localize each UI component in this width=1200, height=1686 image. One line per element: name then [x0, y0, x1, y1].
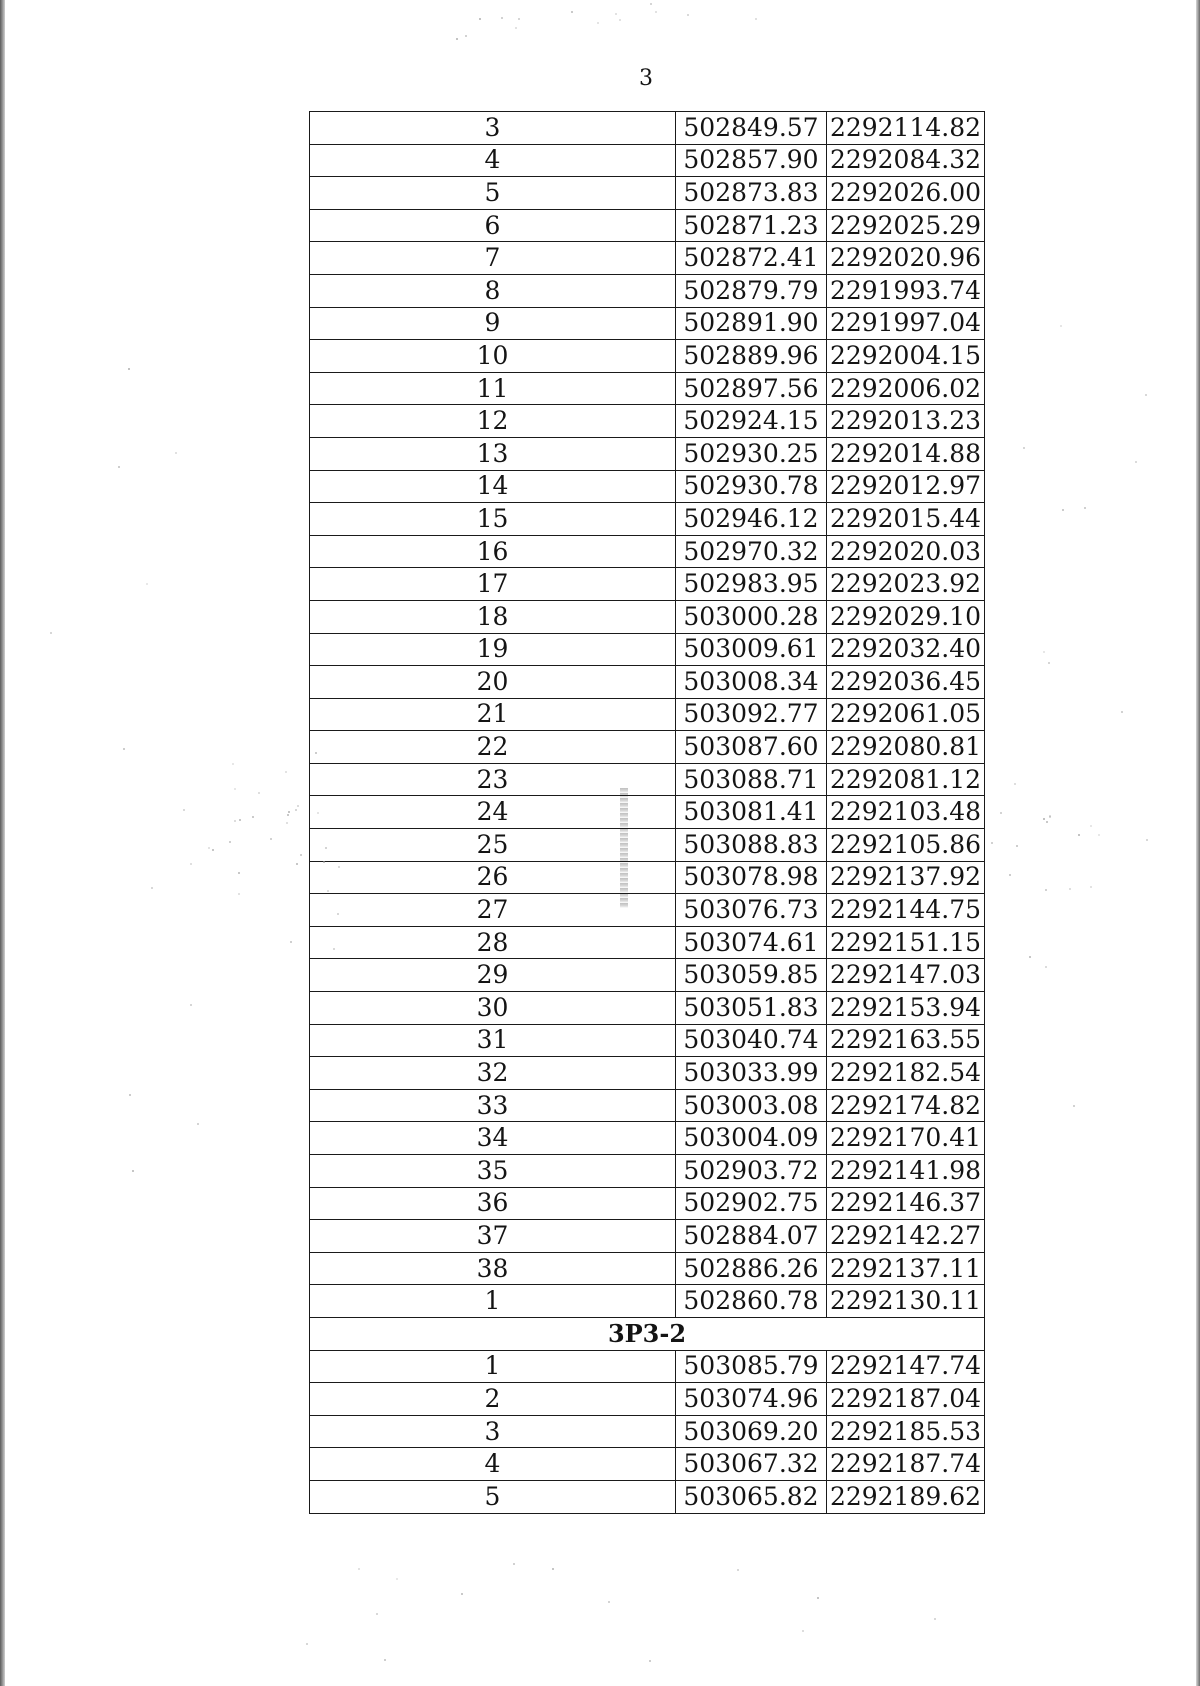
x-coordinate-cell: 502902.75	[676, 1187, 827, 1220]
table-row	[310, 405, 985, 438]
scan-speck	[1090, 886, 1092, 888]
table-row	[310, 861, 985, 894]
scan-speck	[597, 22, 599, 24]
point-number-cell: 35	[310, 1155, 676, 1188]
x-coordinate-cell: 502849.57	[676, 112, 827, 145]
table-row	[310, 666, 985, 699]
point-number-cell: 15	[310, 503, 676, 536]
table-row	[310, 144, 985, 177]
x-coordinate-cell: 502903.72	[676, 1155, 827, 1188]
table-row	[310, 209, 985, 242]
scan-speck	[358, 1568, 360, 1570]
point-number-cell: 38	[310, 1252, 676, 1285]
scan-speck	[325, 847, 327, 849]
scan-speck	[456, 38, 458, 40]
scan-speck	[296, 863, 298, 865]
x-coordinate-cell: 502886.26	[676, 1252, 827, 1285]
scan-speck	[1121, 711, 1123, 713]
scan-speck	[552, 1568, 554, 1570]
table-row	[310, 600, 985, 633]
scan-speck	[755, 18, 757, 20]
x-coordinate-cell: 503069.20	[676, 1415, 827, 1448]
scan-speck	[285, 771, 287, 773]
table-row	[310, 1122, 985, 1155]
y-coordinate-cell: 2292020.96	[827, 242, 985, 275]
point-number-cell: 37	[310, 1220, 676, 1253]
y-coordinate-cell: 2292026.00	[827, 177, 985, 210]
x-coordinate-cell: 502924.15	[676, 405, 827, 438]
scan-speck	[252, 816, 254, 818]
scan-speck	[479, 18, 481, 20]
x-coordinate-cell: 502860.78	[676, 1285, 827, 1318]
scan-speck	[238, 893, 240, 895]
y-coordinate-cell: 2292025.29	[827, 209, 985, 242]
y-coordinate-cell: 2292012.97	[827, 470, 985, 503]
point-number-cell: 20	[310, 666, 676, 699]
scan-speck	[687, 14, 689, 16]
scan-speck	[234, 820, 236, 822]
x-coordinate-cell: 503008.34	[676, 666, 827, 699]
coordinates-table-container	[309, 111, 985, 1514]
scan-speck	[212, 849, 214, 851]
y-coordinate-cell: 2292105.86	[827, 829, 985, 862]
scan-speck	[1046, 821, 1048, 823]
scan-speck	[118, 466, 120, 468]
table-row	[310, 796, 985, 829]
point-number-cell: 4	[310, 1448, 676, 1481]
scan-speck	[297, 805, 299, 807]
y-coordinate-cell: 2292020.03	[827, 535, 985, 568]
y-coordinate-cell: 2292137.11	[827, 1252, 985, 1285]
point-number-cell: 21	[310, 698, 676, 731]
x-coordinate-cell: 502930.25	[676, 437, 827, 470]
table-row	[310, 1448, 985, 1481]
y-coordinate-cell: 2291997.04	[827, 307, 985, 340]
scan-speck	[991, 842, 993, 844]
point-number-cell: 16	[310, 535, 676, 568]
x-coordinate-cell: 503081.41	[676, 796, 827, 829]
scan-speck	[315, 752, 317, 754]
table-row	[310, 959, 985, 992]
y-coordinate-cell: 2292146.37	[827, 1187, 985, 1220]
point-number-cell: 10	[310, 340, 676, 373]
scan-speck	[286, 822, 288, 824]
table-row	[310, 112, 985, 145]
scan-speck	[1146, 839, 1148, 841]
y-coordinate-cell: 2292023.92	[827, 568, 985, 601]
x-coordinate-cell: 502889.96	[676, 340, 827, 373]
scan-speck	[376, 1613, 378, 1615]
table-row	[310, 992, 985, 1025]
table-row	[310, 1480, 985, 1513]
y-coordinate-cell: 2292182.54	[827, 1057, 985, 1090]
y-coordinate-cell: 2292147.03	[827, 959, 985, 992]
x-coordinate-cell: 503085.79	[676, 1350, 827, 1383]
scan-speck	[737, 1569, 739, 1571]
point-number-cell: 28	[310, 926, 676, 959]
page-number: 3	[639, 66, 653, 91]
table-row	[310, 177, 985, 210]
scan-speck	[287, 814, 289, 816]
point-number-cell: 29	[310, 959, 676, 992]
scan-speck	[513, 1563, 515, 1565]
x-coordinate-cell: 503051.83	[676, 992, 827, 1025]
scan-speck	[615, 13, 617, 15]
point-number-cell: 17	[310, 568, 676, 601]
scan-speck	[1060, 325, 1062, 327]
scan-speck	[1009, 874, 1011, 876]
point-number-cell: 18	[310, 600, 676, 633]
y-coordinate-cell: 2292163.55	[827, 1024, 985, 1057]
x-coordinate-cell: 502872.41	[676, 242, 827, 275]
y-coordinate-cell: 2292137.92	[827, 861, 985, 894]
scan-speck	[571, 11, 573, 13]
point-number-cell: 14	[310, 470, 676, 503]
x-coordinate-cell: 503088.71	[676, 763, 827, 796]
table-row	[310, 1155, 985, 1188]
scan-speck	[619, 19, 621, 21]
point-number-cell: 6	[310, 209, 676, 242]
x-coordinate-cell: 502983.95	[676, 568, 827, 601]
scan-speck	[132, 1170, 134, 1172]
point-number-cell: 32	[310, 1057, 676, 1090]
y-coordinate-cell: 2292185.53	[827, 1415, 985, 1448]
x-coordinate-cell: 502946.12	[676, 503, 827, 536]
x-coordinate-cell: 502884.07	[676, 1220, 827, 1253]
y-coordinate-cell: 2292080.81	[827, 731, 985, 764]
x-coordinate-cell: 502857.90	[676, 144, 827, 177]
y-coordinate-cell: 2292014.88	[827, 437, 985, 470]
x-coordinate-cell: 502970.32	[676, 535, 827, 568]
scan-speck	[1023, 447, 1025, 449]
y-coordinate-cell: 2292151.15	[827, 926, 985, 959]
table-row	[310, 698, 985, 731]
scan-speck	[396, 1578, 398, 1580]
y-coordinate-cell: 2292006.02	[827, 372, 985, 405]
table-row	[310, 829, 985, 862]
coordinates-table	[309, 111, 985, 1514]
table-row	[310, 633, 985, 666]
scan-speck	[175, 452, 177, 454]
table-row	[310, 894, 985, 927]
scan-speck	[288, 811, 290, 813]
x-coordinate-cell: 502930.78	[676, 470, 827, 503]
x-coordinate-cell: 503074.61	[676, 926, 827, 959]
x-coordinate-cell: 503078.98	[676, 861, 827, 894]
table-row	[310, 535, 985, 568]
scan-speck	[232, 763, 234, 765]
scan-speck	[1049, 816, 1051, 818]
table-row	[310, 242, 985, 275]
table-row	[310, 274, 985, 307]
point-number-cell: 22	[310, 731, 676, 764]
table-row	[310, 1024, 985, 1057]
x-coordinate-cell: 502897.56	[676, 372, 827, 405]
point-number-cell: 5	[310, 177, 676, 210]
scan-speck	[501, 17, 503, 19]
x-coordinate-cell: 502873.83	[676, 177, 827, 210]
scan-speck	[1135, 461, 1137, 463]
point-number-cell: 26	[310, 861, 676, 894]
x-coordinate-cell: 503059.85	[676, 959, 827, 992]
y-coordinate-cell: 2292142.27	[827, 1220, 985, 1253]
table-row	[310, 926, 985, 959]
y-coordinate-cell: 2292081.12	[827, 763, 985, 796]
point-number-cell: 4	[310, 144, 676, 177]
x-coordinate-cell: 503009.61	[676, 633, 827, 666]
scan-edge-right	[1196, 0, 1200, 1686]
x-coordinate-cell: 503074.96	[676, 1383, 827, 1416]
table-row	[310, 372, 985, 405]
x-coordinate-cell: 503087.60	[676, 731, 827, 764]
scan-speck	[384, 1659, 386, 1661]
x-coordinate-cell: 503088.83	[676, 829, 827, 862]
scan-edge-left	[0, 0, 5, 1686]
x-coordinate-cell: 503004.09	[676, 1122, 827, 1155]
scan-speck	[934, 1618, 936, 1620]
x-coordinate-cell: 503033.99	[676, 1057, 827, 1090]
table-row	[310, 1089, 985, 1122]
point-number-cell: 1	[310, 1285, 676, 1318]
point-number-cell: 7	[310, 242, 676, 275]
scan-speck	[1016, 845, 1018, 847]
y-coordinate-cell: 2292153.94	[827, 992, 985, 1025]
table-row	[310, 1415, 985, 1448]
scan-speck	[1090, 825, 1092, 827]
scan-speck	[465, 35, 467, 37]
scan-speck	[151, 887, 153, 889]
point-number-cell: 9	[310, 307, 676, 340]
x-coordinate-cell: 502871.23	[676, 209, 827, 242]
scan-speck	[306, 1643, 308, 1645]
y-coordinate-cell: 2292141.98	[827, 1155, 985, 1188]
scan-speck	[128, 368, 130, 370]
table-row	[310, 1350, 985, 1383]
y-coordinate-cell: 2292061.05	[827, 698, 985, 731]
scan-speck	[817, 1597, 819, 1599]
scan-speck	[1062, 509, 1064, 511]
point-number-cell: 36	[310, 1187, 676, 1220]
scan-speck	[461, 1593, 463, 1595]
y-coordinate-cell: 2292015.44	[827, 503, 985, 536]
y-coordinate-cell: 2292103.48	[827, 796, 985, 829]
scan-speck	[1084, 507, 1086, 509]
table-row	[310, 763, 985, 796]
point-number-cell: 33	[310, 1089, 676, 1122]
x-coordinate-cell: 503092.77	[676, 698, 827, 731]
point-number-cell: 5	[310, 1480, 676, 1513]
scan-speck	[1045, 889, 1047, 891]
table-row	[310, 1285, 985, 1318]
x-coordinate-cell: 503040.74	[676, 1024, 827, 1057]
y-coordinate-cell: 2292170.41	[827, 1122, 985, 1155]
table-row	[310, 1252, 985, 1285]
table-row	[310, 340, 985, 373]
table-row	[310, 1187, 985, 1220]
y-coordinate-cell: 2292189.62	[827, 1480, 985, 1513]
scan-speck	[239, 819, 241, 821]
x-coordinate-cell: 502891.90	[676, 307, 827, 340]
table-row	[310, 1220, 985, 1253]
scan-speck	[1029, 956, 1031, 958]
x-coordinate-cell: 503003.08	[676, 1089, 827, 1122]
y-coordinate-cell: 2292187.04	[827, 1383, 985, 1416]
table-row	[310, 731, 985, 764]
scan-speck	[146, 583, 148, 585]
scan-speck	[337, 913, 339, 915]
table-row	[310, 307, 985, 340]
y-coordinate-cell: 2292114.82	[827, 112, 985, 145]
scan-speck	[1043, 651, 1045, 653]
x-coordinate-cell: 503000.28	[676, 600, 827, 633]
scan-speck	[183, 809, 185, 811]
table-row	[310, 568, 985, 601]
y-coordinate-cell: 2292187.74	[827, 1448, 985, 1481]
scan-speck	[1043, 818, 1045, 820]
y-coordinate-cell: 2292032.40	[827, 633, 985, 666]
point-number-cell: 34	[310, 1122, 676, 1155]
point-number-cell: 2	[310, 1383, 676, 1416]
scan-speck	[234, 788, 236, 790]
scan-speck	[258, 792, 260, 794]
point-number-cell: 27	[310, 894, 676, 927]
x-coordinate-cell: 503067.32	[676, 1448, 827, 1481]
scan-speck	[295, 809, 297, 811]
scan-speck	[655, 11, 657, 13]
table-row	[310, 503, 985, 536]
scan-speck	[1069, 888, 1071, 890]
scan-speck	[300, 854, 302, 856]
coordinates-table-body	[310, 112, 985, 1514]
point-number-cell: 19	[310, 633, 676, 666]
scan-speck	[1078, 834, 1080, 836]
scan-speck	[317, 812, 319, 814]
scan-speck	[1045, 966, 1047, 968]
scan-speck	[1145, 394, 1147, 396]
point-number-cell: 3	[310, 112, 676, 145]
scan-speck	[1048, 662, 1050, 664]
y-coordinate-cell: 2292013.23	[827, 405, 985, 438]
point-number-cell: 3	[310, 1415, 676, 1448]
point-number-cell: 13	[310, 437, 676, 470]
scan-speck	[50, 632, 52, 634]
section-header-row	[310, 1317, 985, 1350]
table-row	[310, 1383, 985, 1416]
scan-speck	[123, 748, 125, 750]
scan-speck	[650, 3, 652, 5]
y-coordinate-cell: 2292147.74	[827, 1350, 985, 1383]
x-coordinate-cell: 503065.82	[676, 1480, 827, 1513]
scan-speck	[229, 841, 231, 843]
point-number-cell: 8	[310, 274, 676, 307]
scan-speck	[290, 941, 292, 943]
y-coordinate-cell: 2292004.15	[827, 340, 985, 373]
scan-speck	[270, 838, 272, 840]
scan-speck	[515, 27, 517, 29]
scan-speck	[1073, 1105, 1075, 1107]
scan-speck	[1098, 834, 1100, 836]
y-coordinate-cell: 2292084.32	[827, 144, 985, 177]
y-coordinate-cell: 2292174.82	[827, 1089, 985, 1122]
scan-speck	[238, 872, 240, 874]
scan-speck	[338, 866, 340, 868]
scan-speck	[802, 1630, 804, 1632]
scan-speck	[327, 890, 329, 892]
scan-speck	[208, 847, 210, 849]
table-row	[310, 470, 985, 503]
y-coordinate-cell: 2291993.74	[827, 274, 985, 307]
point-number-cell: 1	[310, 1350, 676, 1383]
x-coordinate-cell: 503076.73	[676, 894, 827, 927]
point-number-cell: 23	[310, 763, 676, 796]
scan-speck	[190, 1004, 192, 1006]
point-number-cell: 11	[310, 372, 676, 405]
table-row	[310, 437, 985, 470]
y-coordinate-cell: 2292029.10	[827, 600, 985, 633]
point-number-cell: 25	[310, 829, 676, 862]
scan-speck	[197, 1123, 199, 1125]
scan-speck	[608, 1601, 610, 1603]
point-number-cell: 12	[310, 405, 676, 438]
point-number-cell: 24	[310, 796, 676, 829]
scan-speck	[1000, 812, 1002, 814]
x-coordinate-cell: 502879.79	[676, 274, 827, 307]
scan-speck	[518, 18, 520, 20]
table-row	[310, 1057, 985, 1090]
scan-speck	[1014, 783, 1016, 785]
y-coordinate-cell: 2292130.11	[827, 1285, 985, 1318]
point-number-cell: 31	[310, 1024, 676, 1057]
scan-speck	[323, 861, 325, 863]
scan-speck	[190, 863, 192, 865]
section-label: 3P3-2	[310, 1317, 985, 1350]
y-coordinate-cell: 2292036.45	[827, 666, 985, 699]
point-number-cell: 30	[310, 992, 676, 1025]
scan-speck	[333, 948, 335, 950]
scan-speck	[129, 1094, 131, 1096]
scan-speck	[649, 1660, 651, 1662]
y-coordinate-cell: 2292144.75	[827, 894, 985, 927]
